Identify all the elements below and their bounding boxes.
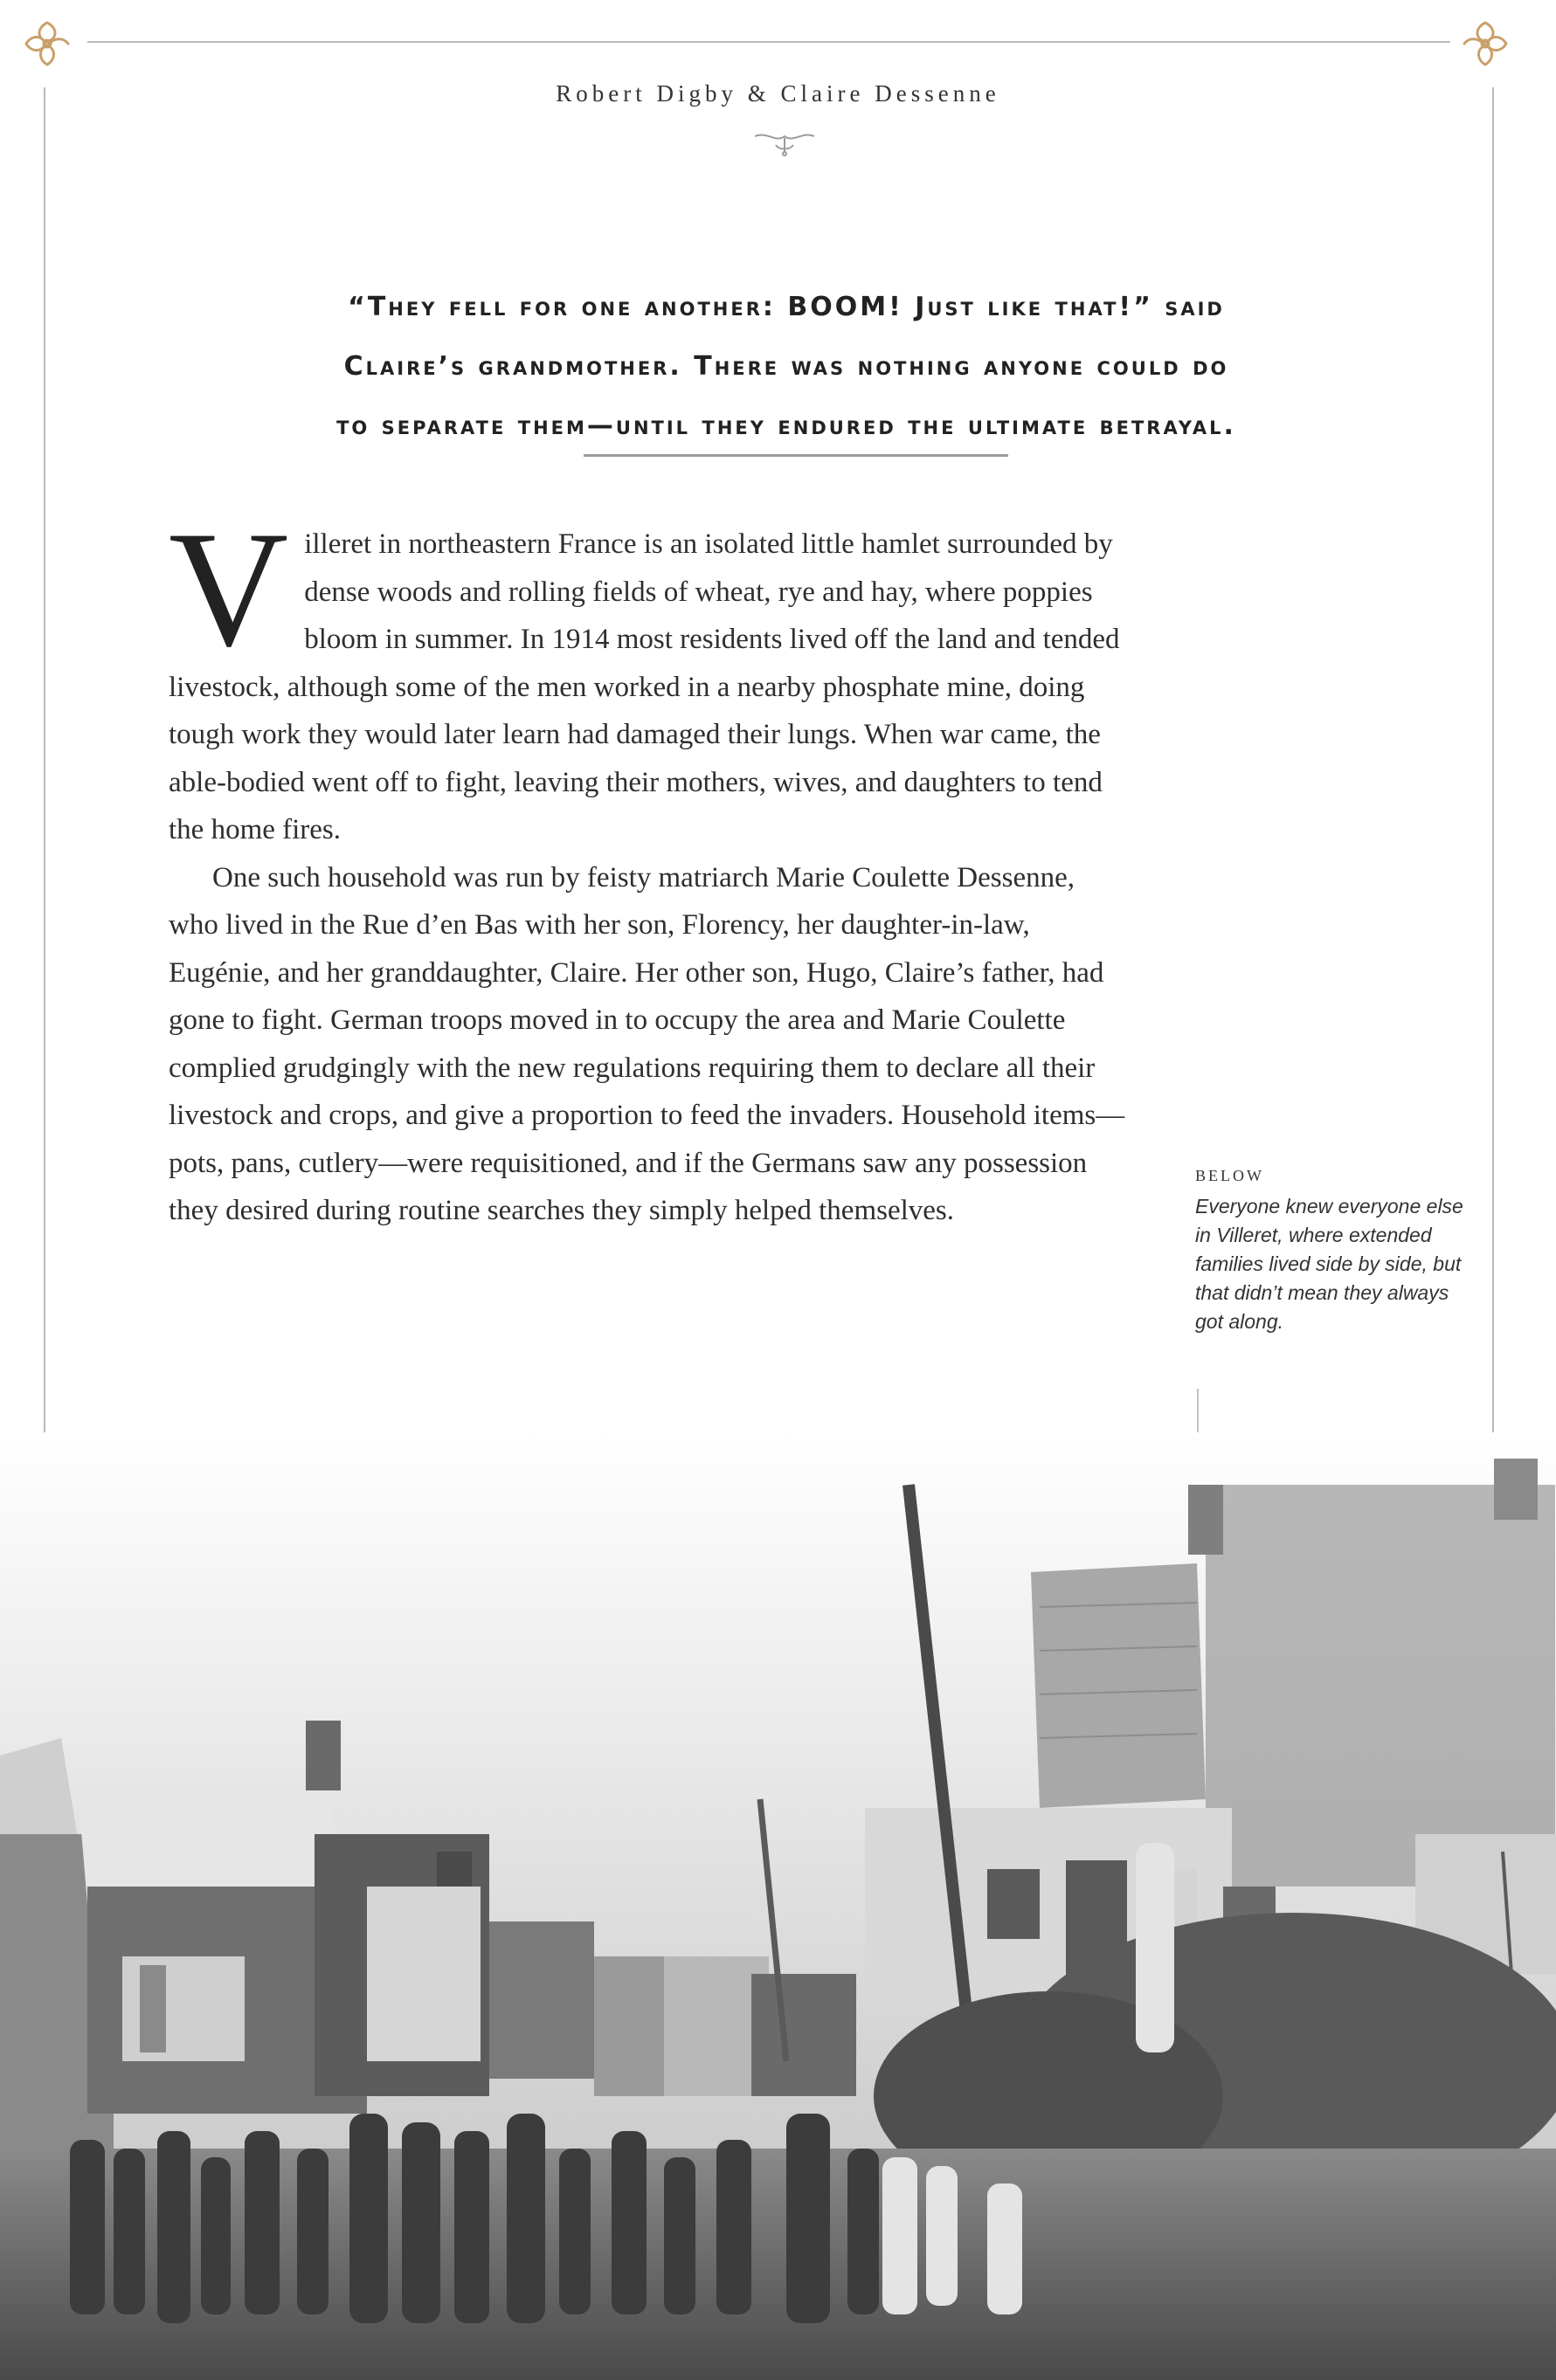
article-body [169, 498, 1130, 1235]
running-head: Robert Digby & Claire Dessenne [556, 80, 1000, 107]
article-paragraph [169, 498, 1130, 854]
drop-cap: V [169, 498, 289, 681]
fleuron-icon [750, 128, 819, 157]
pull-quote-line: Claire’s grandmother. There was nothing anyone could do [343, 351, 1229, 382]
pull-quote [157, 278, 1415, 456]
flourish-ornament-icon [1457, 16, 1513, 72]
pull-quote-line: to separate them—until they endured the ultimate betrayal. [336, 410, 1236, 441]
page-border-top [87, 41, 1450, 43]
caption-text: Everyone knew everyone else in Villeret, where extended families lived side by side, but that didn’t mean they always got along. [1195, 1195, 1463, 1333]
page-border-right [1492, 87, 1494, 1467]
flourish-ornament-icon [19, 16, 75, 72]
page-border-left [44, 87, 45, 1590]
caption-label: BELOW [1195, 1167, 1264, 1184]
divider-rule [584, 454, 1008, 457]
village-street-photo [0, 1432, 1556, 2380]
article-paragraph: One such household was run by feisty matriarch Marie Coulette Dessenne, who lived in the Rue d’en Bas with her son, Florency, her daughter-in-law, Eugénie, and her granddaughter, Claire. Her other son, Hugo, Claire’s father, had gone to fight. German troops moved in to occupy the area and Marie Coulette complied grudgingly with the new regulations requiring them to declare all their livestock and crops, and give a proportion to feed the invaders. Household items—pots, pans, cutlery—were requisitioned, and if the Germans saw any possession they desired during routine searches they simply helped themselves. [169, 861, 1125, 1226]
paragraph-text: illeret in northeastern France is an isolated little hamlet surrounded by dense woods and rolling fields of wheat, rye and hay, where poppies bloom in summer. In 1914 most residents lived off the land and tended livestock, although some of the men worked in a nearby phosphate mine, doing tough work they would later learn had damaged their lungs. When war came, the able-bodied went off to fight, leaving their mothers, wives, and daughters to tend the home fires. [169, 528, 1120, 845]
pull-quote-line: “They fell for one another: BOOM! Just like that!” said [348, 292, 1225, 322]
photo-caption [1195, 1167, 1466, 1336]
